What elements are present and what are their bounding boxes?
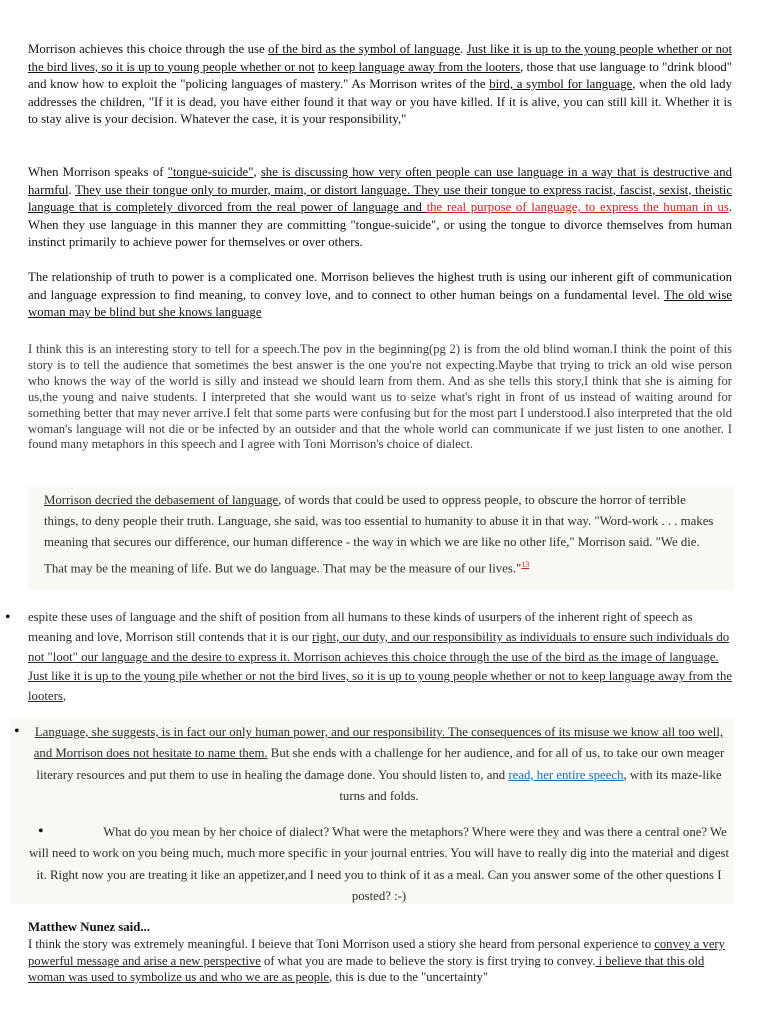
underlined-phrase: of the bird as the symbol of language — [268, 42, 461, 56]
speech-link[interactable]: read, her entire speech — [508, 767, 624, 782]
underlined-phrase: to keep language away from the looters — [317, 59, 521, 74]
underlined-phrase: convey a very powerful message and arise a new perspective — [28, 937, 725, 968]
underlined-phrase: "tongue-suicide" — [167, 165, 254, 179]
teacher-feedback: What do you mean by her choice of dialect? What were the metaphors? Where were they and was there a central one? We will need to work on you being much, much more specific in your journal entries. You will have to really dig into the material and digest it. Right now you are treating it like an appetizer,and I need you to think of it as a meal. Can you answer some of the other questions I posted? :-) — [28, 825, 730, 904]
footnote-link[interactable]: 13 — [521, 559, 530, 569]
paragraph-tongue-suicide: When Morrison speaks of "tongue-suicide", she is discussing how very often people can use language in a way that is destructive and harmful. They use their tongue only to murder, maim, or distort language. They use their tongue to express racist, fascist, sexist, theistic language that is completely divorced from the real power of language and the real purpose of language, to express the human in us. When they use language in this manner they are committing "tongue-suicide", or using the tongue to divorce themselves from human instinct primarily to achieve power for themselves or over others. — [28, 165, 733, 249]
highlighted-red-phrase: the real purpose of language, to express the human in us — [426, 200, 729, 214]
author-comment-body: I think the story was extremely meaningful. I beieve that Toni Morrison used a stiory she heard from personal experience to convey a very powerful message and arise a new perspective of what you are made to believe the story is first trying to convey. i believe that this old woman was used to symbolize us and who we are as people, this is due to the "uncertainty" — [28, 937, 725, 984]
comment-author: Matthew Nunez said... — [28, 920, 150, 934]
underlined-phrase: bird, a symbol for language — [489, 77, 633, 91]
underlined-phrase: Just like it is up to the young people whether or not the bird lives, so it is up to young people whether or not — [28, 42, 733, 74]
underlined-phrase: right, our duty, and our responsibility as individuals to ensure such individuals do not "loot" our language and the desire to express it. Morrison achieves this choice through the use of the bird as the image of language. Just like it is up to the young pile whether or not the bird lives, so it is up to young people whether or not to keep language away from the looters — [28, 629, 733, 704]
bullet-paragraph-rights: espite these uses of language and the shift of position from all humans to these kinds of usurpers of the inherent right of speech as meaning and love, Morrison still contends that it is our right, our duty, and our responsibility as individuals to ensure such individuals do not "loot" our language and the desire to express it. Morrison achieves this choice through the use of the bird as the image of language. Just like it is up to the young pile whether or not the bird lives, so it is up to young people whether or not to keep language away from the looters, — [28, 610, 733, 704]
paragraph-bird-symbol: Morrison achieves this choice through the use of the bird as the symbol of language. Just like it is up to the young people whether or not the bird lives, so it is up to young people whether or not to keep language away from the looters, those that use language to "drink blood" and know how to exploit the "policing languages of mastery." As Morrison writes of the bird, a symbol for language, when the old lady addresses the children, "If it is dead, you have either found it that way or you have killed. If it is alive, you can still kill it. Whether it is to stay alive is your decision. Whatever the case, it is your responsibility," — [28, 42, 733, 126]
underlined-phrase: she is discussing how very often people can use language in a way that is destructive and harmful — [28, 165, 732, 197]
bullet-icon: • — [5, 609, 11, 626]
bullet-paragraph-human-power: Language, she suggests, is in fact our only human power, and our responsibility. The consequences of its misuse we know all too well, and Morrison does not hesitate to name them. But she ends with a challenge for her audience, and for all of us, to take our own meager literary resources and put them to use in healing the damage done. You should listen to, and read, her entire speech, with its maze-like turns and folds. — [33, 725, 725, 804]
bullet-icon: • — [38, 823, 44, 840]
underlined-phrase: Morrison decried the debasement of language — [44, 493, 279, 507]
underlined-phrase: They use their tongue only to murder, maim, or distort language. They use their tongue to express racist, fascist, sexist, theistic language that is completely divorced from the real power of language and — [28, 182, 732, 214]
bullet-icon: • — [14, 723, 20, 740]
underlined-phrase: i believe that this old woman was used to symbolize us and who we are as people — [28, 953, 705, 984]
block-quote: Morrison decried the debasement of language, of words that could be used to oppress people, to obscure the horror of terrible things, to deny people their truth. Language, she said, was too essential to humanity to abuse it in that way. "Word-work . . . makes meaning that secures our difference, our human difference - the way in which we are like no other life," Morrison said. "We die. That may be the meaning of life. But we do language. That may be the measure of our lives."$^{13}$ — [44, 493, 714, 575]
paragraph-truth-power: The relationship of truth to power is a complicated one. Morrison believes the highest truth is using our inherent gift of communication and language expression to find meaning, to convey love, and to connect to other human beings on a fundamental level. The old wise woman may be blind but she knows language — [28, 270, 732, 319]
underlined-phrase: Language, she suggests, is in fact our only human power, and our responsibility. The consequences of its misuse we know all too well, and Morrison does not hesitate to name them. — [33, 725, 724, 761]
student-comment: I think this is an interesting story to tell for a speech.The pov in the beginning(pg 2) is from the old blind woman.I think the point of this story is to tell the audience that sometimes the best answer is the one you're not expecting.Maybe that trying to trick an old wise person who knows the way of the world is silly and instead we should learn from them. And as she tells this story,I think that she is aiming for us,the young and naive students. I interpreted that she would want us to seize what's right in front of us instead of waiting around for something better that may never arrive.I felt that some parts were confusing but for the most part I understood.I also interpreted that the old woman's language will not die or be infected by an outsider and that the whole world can communicate if we just listen to one another. I found many metaphors in this speech and I agree with Toni Morrison's choice of dialect. — [28, 342, 732, 452]
underlined-phrase: The old wise woman may be blind but she knows language — [28, 287, 732, 319]
